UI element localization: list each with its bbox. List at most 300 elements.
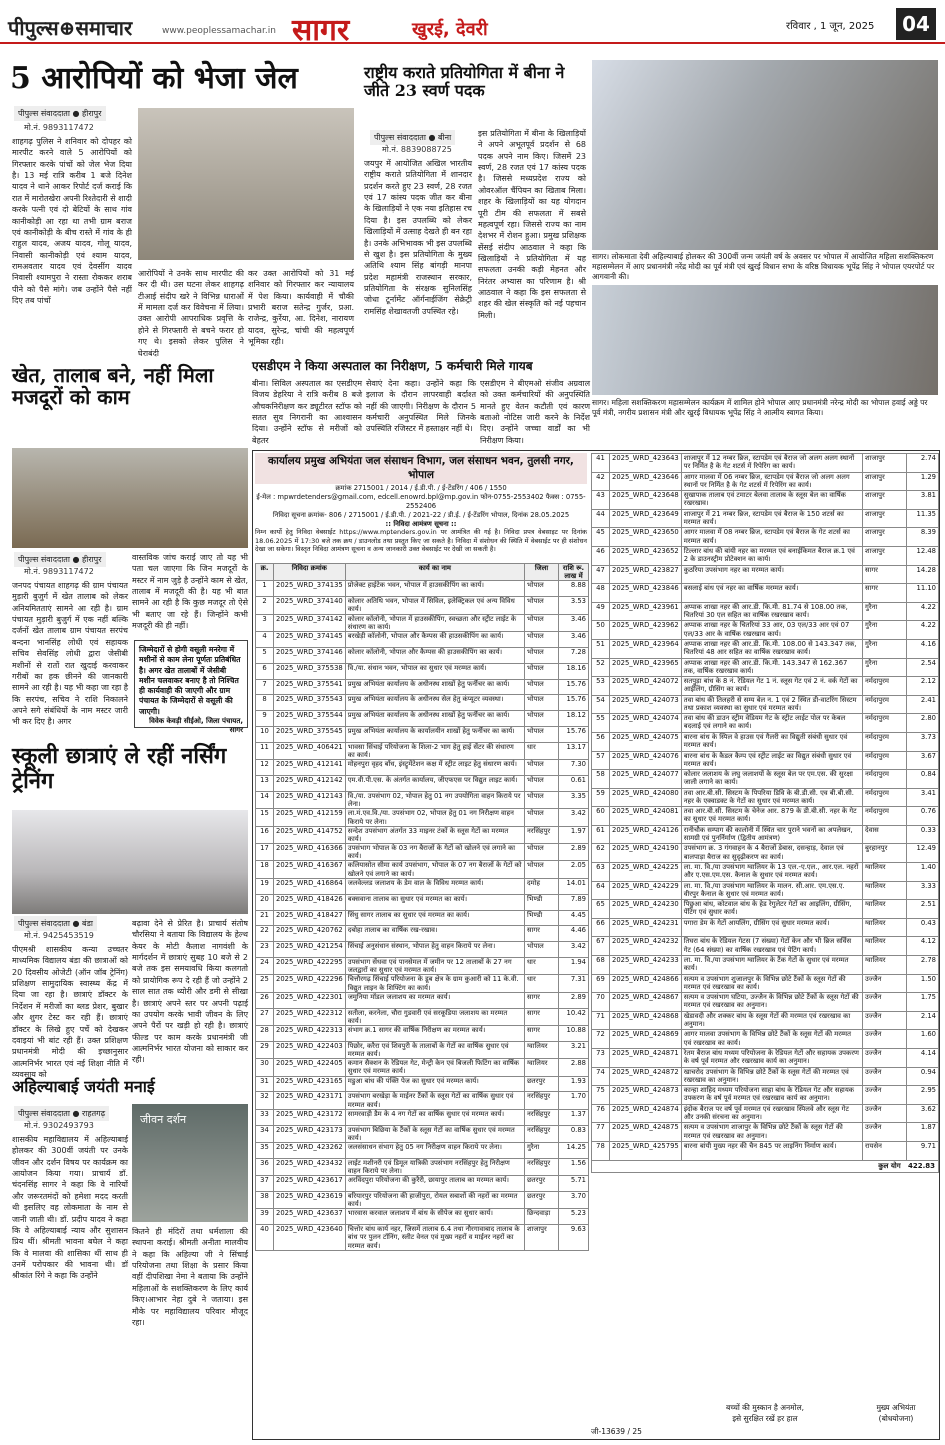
row-tender-no: 2025_WRD_423827 bbox=[610, 565, 682, 584]
row-district: भिण्डी bbox=[525, 894, 559, 910]
tender-row bbox=[592, 1141, 939, 1160]
row-amount: 2.89 bbox=[559, 844, 589, 861]
row-work: कोलार कॉलोनी, भोपाल में हाउसकीपिंग, स्वच्छता और स्ट्रीट लाईट के संधारण का कार्य। bbox=[345, 614, 524, 631]
row-tender-no: 2025_WRD_423165 bbox=[274, 1076, 346, 1092]
row-sno: 25 bbox=[256, 975, 274, 992]
row-work: तिघरा बांध के रेडियल गेटस (7 संख्या) गेटों केन और भी ब्रिज सर्विस गेट (64 संख्या) का वार्षिक रखरखाव एवं पेटिंग कार्य। bbox=[681, 937, 862, 956]
row-district: नरसिंहपुर bbox=[525, 826, 559, 843]
row-tender-no: 2025_WRD_374145 bbox=[274, 631, 346, 647]
row-amount: 2.80 bbox=[907, 714, 939, 733]
signature-title: मुख्य अभियंता bbox=[876, 1403, 916, 1412]
story4-column-2: वास्तविक जांच कराई जाए तो यह भी पता चल जाएगा कि जिन मजदूरों के मस्टर में नाम जुड़े है उन्होंने काम से खेत, तालाब में मजदूरी की है। यह भी बात सामने आ रही है कि कुछ मजदूर तो ऐसे भी बताए जा रहे हैं। जिन्होंने कभी मजदूरी की ही नहीं। bbox=[132, 553, 248, 631]
row-work: आगर मालवा में 06 नम्बर ब्रिज, स्टापडेम एवं बैराज जो अलग अलग स्थानों पर निर्मित है के गेट शटर्स में रिपेरिंग का कार्य। bbox=[681, 472, 862, 491]
tender-row bbox=[592, 602, 939, 621]
story3-headline: एसडीएम ने किया अस्पताल का निरीक्षण, 5 कर्मचारी मिले गायब bbox=[252, 359, 533, 373]
row-tender-no: 2025_WRD_418427 bbox=[274, 910, 346, 926]
row-work: एम.वी.पी.एस. के अंतर्गत कार्यालय, जीएफएस पर विद्युत लाइट कार्य। bbox=[345, 776, 524, 792]
row-amount: 5.23 bbox=[559, 1209, 589, 1225]
tender-row bbox=[592, 974, 939, 993]
row-tender-no: 2025_WRD_423619 bbox=[274, 1192, 346, 1209]
row-sno: 55 bbox=[592, 714, 610, 733]
row-tender-no: 2025_WRD_412142 bbox=[274, 776, 346, 792]
row-tender-no: 2025_WRD_423432 bbox=[274, 1158, 346, 1175]
tender-row bbox=[592, 788, 939, 807]
tender-row bbox=[592, 565, 939, 584]
row-amount: 3.21 bbox=[559, 1041, 589, 1058]
row-work: सिंधु सागर तालाब का सुधार एवं मरम्मत का कार्य। bbox=[345, 910, 524, 926]
row-amount: 1.40 bbox=[907, 863, 939, 882]
row-tender-no: 2025_WRD_422405 bbox=[274, 1059, 346, 1076]
tender-row bbox=[256, 663, 589, 679]
row-district: भोपाल bbox=[525, 942, 559, 958]
row-amount: 3.42 bbox=[559, 809, 589, 826]
row-sno: 71 bbox=[592, 1011, 610, 1030]
row-amount: 4.12 bbox=[907, 937, 939, 956]
row-district: ग्वालियर bbox=[863, 956, 907, 975]
row-sno: 36 bbox=[256, 1158, 274, 1175]
row-work: मोहनपुरा वृहद बाँध, इंस्ट्रूमेंटेशन कक्ष में स्ट्रीट लाइट हेतु संधारण कार्य। bbox=[345, 760, 524, 776]
row-amount: 0.43 bbox=[907, 918, 939, 937]
row-sno: 10 bbox=[256, 727, 274, 743]
row-work: वि./या. उपसंभाग 02, भोपाल हेतु 01 नग उपयोगिता वाहन किराये पर लेना। bbox=[345, 792, 524, 809]
tender-line4: :: निविदा आमंत्रण सूचना :: bbox=[385, 519, 457, 528]
row-tender-no: 2025_WRD_424081 bbox=[610, 807, 682, 826]
row-amount: 3.41 bbox=[907, 788, 939, 807]
row-district: भोपाल bbox=[525, 760, 559, 776]
row-district: गुरैना bbox=[863, 621, 907, 640]
website-link[interactable]: www.peoplessamachar.in bbox=[162, 26, 276, 36]
row-amount: 7.31 bbox=[559, 975, 589, 992]
row-sno: 35 bbox=[256, 1142, 274, 1158]
story4-column-1: जनपद पंचायत शाहगढ़ की ग्राम पंचायत मुड़ारी बुजुर्ग में खेत तालाब को लेकर अनियमितताएं सामने आ रही है। ग्राम पंचायत मुड़ारी बुजुर्ग में एक नहीं बल्कि दर्जनों खेत तालाब ग्राम पंचायत सरपंच बन्दना भानसिंह लोधी एवं सहायक सचिव सेवसिंह लोधी द्वारा जेसीबी मशीनों से रातों रात खुदाई करवाकर गरीबों का हक छीनने की जानकारी सामने आ रही है। यह भी कहा जा रहा है कि सरपंच, सचिव ने राशि निकालने अपने सगे संबंधियों के नाम मस्टर जारी भी कर दिए है। अगर bbox=[12, 581, 128, 727]
row-sno: 32 bbox=[256, 1092, 274, 1109]
row-district: भोपाल bbox=[525, 679, 559, 695]
row-work: उपसंभाग क्र. 3 गंगवाहन के 4 बैराजों डेबास, दसन्हाड़, देवाल एवं बालपाड़ा बैराज का सुदृढ़ीकरण का कार्य। bbox=[681, 844, 862, 863]
tender-row bbox=[592, 1011, 939, 1030]
tender-row bbox=[256, 1059, 589, 1076]
tender-row bbox=[592, 509, 939, 528]
quote-signature: विवेक केवड़ी सीईओ, जिला पंचायत, सागर bbox=[149, 716, 243, 735]
tender-row bbox=[256, 695, 589, 711]
tender-row bbox=[256, 958, 589, 975]
row-sno: 21 bbox=[256, 910, 274, 926]
row-tender-no: 2025_WRD_423965 bbox=[610, 658, 682, 677]
row-district: उज्जैन bbox=[863, 993, 907, 1012]
pm-welcome-photo-1 bbox=[592, 60, 938, 250]
row-tender-no: 2025_WRD_424872 bbox=[610, 1067, 682, 1086]
row-sno: 54 bbox=[592, 695, 610, 714]
row-district: नरसिंहपुर bbox=[525, 1125, 559, 1142]
story6-byline: पीपुल्स संवाददाता ● राहतगढ़ bbox=[14, 1106, 109, 1121]
row-district: भोपाल bbox=[525, 861, 559, 878]
tender-row bbox=[256, 1092, 589, 1109]
row-tender-no: 2025_WRD_423650 bbox=[610, 528, 682, 547]
tender-row bbox=[256, 942, 589, 958]
row-sno: 20 bbox=[256, 894, 274, 910]
tender-row bbox=[256, 711, 589, 727]
quote-text: जिम्मेदारों से होगी वसूली मनरेगा में मशीनों से काम लेना पूर्णतः प्रतिबंधित है। अगर खेत तालाबों में जेसीबी मशीन चलवाकर बनाए है तो निश्चित ही कार्यवाही की जाएगी और ग्राम पंचायत के जिम्मेदारों से वसूली की जाएगी। bbox=[139, 645, 241, 716]
row-work: अरविंदपुरा परियोजना की कुरैरी, छायापुर तालाब का मरम्मत कार्य। bbox=[345, 1176, 524, 1192]
row-amount: 18.12 bbox=[559, 711, 589, 727]
row-sno: 59 bbox=[592, 788, 610, 807]
row-district: शाजापुर bbox=[863, 546, 907, 565]
official-quote-box bbox=[134, 640, 248, 735]
tender-row bbox=[256, 1026, 589, 1042]
row-sno: 4 bbox=[256, 631, 274, 647]
tender-row bbox=[256, 743, 589, 760]
row-district: उज्जैन bbox=[863, 974, 907, 993]
photo-caption-1: सागर। लोकमाता देवी अहिल्याबाई होलकर की 300वीं जन्म जयंती वर्ष के अवसर पर भोपाल में आयोजित महिला सशक्तिकरण महासम्मेलन में आए प्रधानमंत्री नरेंद्र मोदी का पूर्व मंत्री एवं खुरई विधान सभा के वरिष्ठ विधायक भूपेंद्र सिंह ने भोपाल एयरपोर्ट पर आगवानी की। bbox=[592, 252, 935, 281]
masthead bbox=[0, 0, 945, 48]
row-amount: 12.49 bbox=[907, 844, 939, 863]
story4-mobile: मो.नं. 9893117472 bbox=[24, 567, 94, 576]
col-header-work: कार्य का नाम bbox=[345, 564, 524, 581]
row-work: कोलार अतिथि भवन, भोपाल में सिविल, इलेक्ट्रिकल एवं अन्य विविध कार्य। bbox=[345, 597, 524, 614]
tender-row bbox=[256, 992, 589, 1008]
row-sno: 8 bbox=[256, 695, 274, 711]
tender-row bbox=[256, 597, 589, 614]
row-sno: 50 bbox=[592, 621, 610, 640]
row-tender-no: 2025_WRD_423171 bbox=[274, 1092, 346, 1109]
tender-row bbox=[256, 1192, 589, 1209]
row-work: कलियासोत सीमा कार्य उपसंभाग, भोपाल के 07 नग बैराजों के गेटों को खोलने एवं लगाने का कार्य। bbox=[345, 861, 524, 878]
row-tender-no: 2025_WRD_423646 bbox=[610, 472, 682, 491]
row-sno: 3 bbox=[256, 614, 274, 631]
row-tender-no: 2025_WRD_412159 bbox=[274, 809, 346, 826]
row-tender-no: 2025_WRD_374146 bbox=[274, 647, 346, 663]
row-sno: 40 bbox=[256, 1225, 274, 1250]
slogan-line2: इसे सुरक्षित रखें हर हाल bbox=[732, 1413, 798, 1423]
row-amount: 3.53 bbox=[559, 597, 589, 614]
row-amount: 3.73 bbox=[907, 732, 939, 751]
story5-column-1: पीएमश्री शासकीय कन्या उच्चतर माध्यमिक विद्यालय बंडा की छात्राओं को 20 दिवसीय ओजेटी (ऑन जॉब ट्रेनिंग) प्रशिक्षण सामुदायिक स्वास्थ्य केंद्र में दिया जा रहा है। छात्राएं डॉक्टर के निर्देशन में मरीजों का ब्लड प्रेशर, बुखार और शुगर टेस्ट कर रही हैं। छात्राएं डॉक्टर के लिखे हुए पर्चे को देखकर दवाइयां भी बांट रही हैं। उक्त प्रशिक्षण प्रधानमंत्री मोदी की इच्छानुसार आत्मनिर्भर भारत एवं नई शिक्षा नीति में व्यवसाय को bbox=[12, 945, 128, 1079]
row-tender-no: 2025_WRD_422403 bbox=[274, 1041, 346, 1058]
tender-row bbox=[592, 677, 939, 696]
row-work: तवा आर.बी.सी. सिस्टम के पिपरिया डिवि के बी.डी.सी. एव बी.बी.सी. नहर के एक्वाडक्ट के गेटों का सुधार एवं मरम्मत कार्य। bbox=[681, 788, 862, 807]
photo-caption-2: सागर। महिला सशक्तिकरण महासम्मेलन कार्यक्रम में शामिल होने भोपाल आए प्रधानमंत्री नरेन्द्र मोदी का भोपाल हवाई अड्डे पर पूर्व मंत्री, नगरीय प्रशासन मंत्री और खुरई विधायक भूपेंद्र सिंह ने आत्मीय स्वागत किया। bbox=[592, 398, 928, 417]
row-district: उज्जैन bbox=[863, 1104, 907, 1123]
row-tender-no: 2025_WRD_375541 bbox=[274, 679, 346, 695]
row-district: शाजापुर bbox=[525, 1225, 559, 1250]
row-work: सतपुड़ा बांध के 8 नं. रेडियल गेट 1 नं. स्लूस गेट एवं 2 नं. वर्क गेटों का आईलिंग, ग्रीसिंग का कार्य। bbox=[681, 677, 862, 696]
row-work: रानीचौक सम्पाग की कालोनी में स्थित चार पुराने भवनों का अपलेखन, सामग्री एवं पुनर्निर्माण (द्वितीय आमंत्रण) bbox=[681, 825, 862, 844]
row-tender-no: 2025_WRD_424873 bbox=[610, 1086, 682, 1105]
row-work: सुखापाक तालाब एवं टमाटर बेलवा तालाब के स्लूस बेल का वार्षिक रखरखाव। bbox=[681, 491, 862, 510]
row-sno: 30 bbox=[256, 1059, 274, 1076]
story6-headline: अहिल्याबाई जयंती मनाई bbox=[12, 1077, 155, 1096]
row-sno: 16 bbox=[256, 826, 274, 843]
row-work: कमान सैक्शन के रेडियल गेट, मेन्ट्री केन एवं बिजली फिटिंग का वार्षिक सुधार एवं मरम्मत कार्य। bbox=[345, 1059, 524, 1076]
row-work: उपसंभाग सेंधवा एवं पानसेमल में जमीन पर 12 तालाबों के 27 नग जलद्वारों का सुधार एवं मरम्मत कार्य। bbox=[345, 958, 524, 975]
row-tender-no: 2025_WRD_424126 bbox=[610, 825, 682, 844]
row-district: भोपाल bbox=[525, 631, 559, 647]
row-tender-no: 2025_WRD_425795 bbox=[610, 1141, 682, 1160]
row-sno: 45 bbox=[592, 528, 610, 547]
row-sno: 47 bbox=[592, 565, 610, 584]
row-sno: 17 bbox=[256, 844, 274, 861]
row-sno: 14 bbox=[256, 792, 274, 809]
tender-row bbox=[256, 1158, 589, 1175]
tender-row bbox=[256, 926, 589, 942]
row-tender-no: 2025_WRD_423961 bbox=[610, 602, 682, 621]
row-amount: 10.88 bbox=[559, 1026, 589, 1042]
row-work: शाजापुर में 21 नम्बर ब्रिज, स्टापडेम एवं बैराज के 150 शटर्स का मरम्मत कार्य। bbox=[681, 509, 862, 528]
row-district: सागर bbox=[525, 1026, 559, 1042]
issue-date: रविवार , 1 जून, 2025 bbox=[786, 21, 875, 32]
row-work: बरखेड़ी कॉलोनी, भोपाल और कैम्पस की हाउसकीपिंग का कार्य। bbox=[345, 631, 524, 647]
row-district: नरसिंहपुर bbox=[525, 1092, 559, 1109]
tender-title: कार्यालय प्रमुख अभियंता जल संसाधन विभाग, जल संसाधन भवन, तुलसी नगर, भोपाल bbox=[255, 453, 587, 484]
row-amount: 9.63 bbox=[559, 1225, 589, 1250]
row-work: खाचरोद उपसंभाग के विभिन्न छोटे टैंकों के स्लूस गेटों की मरम्मत एवं रखरखाव का अनुमान। bbox=[681, 1067, 862, 1086]
row-work: जमुनिया मॉडल जलाशय का मरम्मत कार्य। bbox=[345, 992, 524, 1008]
row-work: बक्सवाना तालाब का सुधार एवं मरम्मत का कार्य। bbox=[345, 894, 524, 910]
row-work: ला. मा. वि./या उपसंभाग ग्वालियर के 13 एल.-ए.एल., आर.एल. नहरों और ए.एस.एम.एस. कैनाल के सुधार एवं मरम्मत कार्य। bbox=[681, 863, 862, 882]
row-amount: 8.88 bbox=[559, 581, 589, 597]
tender-row bbox=[592, 844, 939, 863]
row-sno: 73 bbox=[592, 1049, 610, 1068]
row-sno: 26 bbox=[256, 992, 274, 1008]
row-work: पिछोर, करैरा एवं शिवपुरी के तालाबों के गेटों का वार्षिक सुधार एवं मरम्मत कार्य। bbox=[345, 1041, 524, 1058]
row-amount: 18.16 bbox=[559, 663, 589, 679]
row-tender-no: 2025_WRD_424225 bbox=[610, 863, 682, 882]
tender-line2: ई-मेल : mpwrdetenders@gmail.com, edcell.enowrd.bpl@mp.gov.in फोन-0755-2553402 फैक्स : 0755-2552406 bbox=[256, 493, 586, 510]
row-work: वि./या. संधान भवन, भोपाल का सुधार एवं मरम्मत कार्य। bbox=[345, 663, 524, 679]
row-work: बरियारपुर परियोजना की हाजीपुरा, रोयल सबाशों की नहरों का मरम्मत कार्य। bbox=[345, 1192, 524, 1209]
row-district: भोपाल bbox=[525, 809, 559, 826]
story2-column-2: इस प्रतियोगिता में बीना के खिलाड़ियों ने अपने अभूतपूर्व प्रदर्शन से 68 पदक अपने नाम किए। जिसमें 23 स्वर्ण, 28 रजत एवं 17 कांस्य पदक है। जिससे मध्यप्रदेश राज्य को ओवरऑल चैंपियन का खिताब मिला। शहर के खिलाड़ियों का यह योगदान पूरी टीम की सफलता में सबसे महत्वपूर्ण रहा। जिससे राज्य का नाम देशभर में रोशन हुआ। प्रमुख प्रशिक्षक सेंसई संदीप आठवाल ने कहा कि खिलाड़ियों ने प्रतियोगिता में यह सफलता उनकी कड़ी मेहनत और निरंतर अभ्यास का परिणाम है। श्री आठवाल ने कहा कि इस सफलता से शहर की खेल संस्कृति को नई पहचान मिली। bbox=[478, 129, 586, 320]
row-sno: 66 bbox=[592, 918, 610, 937]
row-sno: 70 bbox=[592, 993, 610, 1012]
row-district: भोपाल bbox=[525, 663, 559, 679]
row-amount: 14.28 bbox=[907, 565, 939, 584]
tender-row bbox=[256, 1209, 589, 1225]
tender-row bbox=[592, 937, 939, 956]
newspaper-logo: पीपुल्स⊕समाचार bbox=[8, 16, 133, 40]
row-amount: 3.33 bbox=[907, 881, 939, 900]
row-amount: 3.70 bbox=[559, 1192, 589, 1209]
row-district: शाजापुर bbox=[863, 472, 907, 491]
row-tender-no: 2025_WRD_423637 bbox=[274, 1209, 346, 1225]
tender-row bbox=[592, 639, 939, 658]
row-tender-no: 2025_WRD_424231 bbox=[610, 918, 682, 937]
row-amount: 7.28 bbox=[559, 647, 589, 663]
row-sno: 48 bbox=[592, 584, 610, 603]
story3-column-3: एसडीएम ने बीएमओ संजीव अग्रवाल को उक्त कर्मचारियों की अनुपस्थिति मानते हुए वेतन कटौती एवं कारण बताओ नोटिस जारी करने के निर्देश दिए। उन्होंने जच्चा वार्डों का भी निरीक्षण किया। bbox=[480, 379, 590, 445]
tender-row bbox=[256, 776, 589, 792]
pm-welcome-photo-2 bbox=[592, 285, 938, 395]
row-tender-no: 2025_WRD_423964 bbox=[610, 639, 682, 658]
row-tender-no: 2025_WRD_375543 bbox=[274, 695, 346, 711]
row-sno: 61 bbox=[592, 825, 610, 844]
tender-row bbox=[256, 581, 589, 597]
row-tender-no: 2025_WRD_412143 bbox=[274, 792, 346, 809]
row-amount: 2.14 bbox=[907, 1011, 939, 1030]
row-amount: 3.35 bbox=[559, 792, 589, 809]
tender-row bbox=[592, 695, 939, 714]
row-sno: 62 bbox=[592, 844, 610, 863]
row-amount: 1.60 bbox=[907, 1030, 939, 1049]
story2-byline: पीपुल्स संवाददाता ● बीना bbox=[370, 130, 455, 145]
row-sno: 43 bbox=[592, 491, 610, 510]
row-amount: 0.83 bbox=[559, 1125, 589, 1142]
row-tender-no: 2025_WRD_416367 bbox=[274, 861, 346, 878]
row-district: शाजापुर bbox=[863, 509, 907, 528]
tender-row bbox=[592, 454, 939, 473]
row-tender-no: 2025_WRD_423652 bbox=[610, 546, 682, 565]
city-subtitle: खुरई, देवरी bbox=[412, 19, 488, 40]
row-work: उपसंभाग बिछिया के टैंकों के स्लूस गेटों का वार्षिक सुधार एवं मरम्मत कार्य। bbox=[345, 1125, 524, 1142]
row-tender-no: 2025_WRD_423172 bbox=[274, 1109, 346, 1125]
row-work: उपसंभाग बरखेड़ा के माईनर टैंकों के स्लूस गेटों का वार्षिक सुधार एवं मरम्मत कार्य। bbox=[345, 1092, 524, 1109]
row-tender-no: 2025_WRD_416366 bbox=[274, 844, 346, 861]
row-work: कान्हा शाहिद मध्यम परियोजना साहा बांध के रेडियल गेट और सहायक उपकरण के वर्ष पूर्व मरम्मत एवं रखरखाव कार्य का अनुमान। bbox=[681, 1086, 862, 1105]
row-work: सत्यम व उपसंभाग घटिया, उज्जैन के विभिन्न छोटे टैंकों के स्लूस गेटों की मरम्मत एवं रखरखाव का अनुमान। bbox=[681, 993, 862, 1012]
total-label: कुल योग bbox=[878, 1161, 901, 1170]
row-tender-no: 2025_WRD_375545 bbox=[274, 727, 346, 743]
row-sno: 75 bbox=[592, 1086, 610, 1105]
row-district: भोपाल bbox=[525, 711, 559, 727]
row-sno: 64 bbox=[592, 881, 610, 900]
story3-column-1: बीना। सिविल अस्पताल का एसडीएम विजय डेहरिया ने रात्रि करीब 8 बजे औचकनिरीक्षण कर ड्यूटीरत स्टॉफ को सतत सुव निगरानी का आश्वासन दिया। उन्होंने स्टॉफ से मरीजों को बेहतर bbox=[252, 379, 362, 445]
row-sno: 29 bbox=[256, 1041, 274, 1058]
row-sno: 23 bbox=[256, 942, 274, 958]
row-sno: 12 bbox=[256, 760, 274, 776]
row-amount: 0.76 bbox=[907, 807, 939, 826]
row-district: देवास bbox=[863, 825, 907, 844]
row-amount: 4.14 bbox=[907, 1049, 939, 1068]
tender-row bbox=[256, 826, 589, 843]
row-amount: 5.71 bbox=[559, 1176, 589, 1192]
tender-row bbox=[256, 727, 589, 743]
tender-row bbox=[592, 658, 939, 677]
tender-table-right bbox=[591, 453, 939, 1161]
tender-row bbox=[592, 1030, 939, 1049]
row-sno: 56 bbox=[592, 732, 610, 751]
blackboard-text: जीवन दर्शन bbox=[140, 1113, 187, 1126]
row-sno: 13 bbox=[256, 776, 274, 792]
row-work: भावसा सिंचाई परियोजना के शिला-2 भाग हेतु हाई सेंटर की संधारण का कार्य। bbox=[345, 743, 524, 760]
row-work: खेडावदी और शक्कर बांध के स्लूस गेटों की मरम्मत एवं रखरखाव का अनुमान। bbox=[681, 1011, 862, 1030]
row-work: रेतम बैराज बांध मध्यम परियोजना के रेडियल गेटों और सहायक उपकरण के वर्ष पूर्व मरम्मत और रखरखाव कार्य का अनुमान। bbox=[681, 1049, 862, 1068]
tender-row bbox=[256, 614, 589, 631]
tender-row bbox=[256, 1225, 589, 1250]
row-tender-no: 2025_WRD_424076 bbox=[610, 751, 682, 770]
row-work: कोलार जलाशय के लघु जलाशयों के स्लूस बेल पर एम.एस. की सुरक्षा जाली लगाने का कार्य। bbox=[681, 770, 862, 789]
row-district: नर्मदापुरम bbox=[863, 714, 907, 733]
row-amount: 2.88 bbox=[559, 1059, 589, 1076]
tender-row bbox=[256, 631, 589, 647]
row-district: शाजापुर bbox=[863, 454, 907, 473]
row-work: प्रमुख अभियंता कार्यालय के अधीनस्थ शाखों हेतु फर्नीचर का कार्य। bbox=[345, 679, 524, 695]
tender-row bbox=[592, 918, 939, 937]
row-amount: 8.39 bbox=[907, 528, 939, 547]
tender-row bbox=[256, 1109, 589, 1125]
row-district: भोपाल bbox=[525, 776, 559, 792]
tender-paragraph: निम्न कार्यो हेतु निविदा वेबसाईट https://www.mptenders.gov.in पर आमंत्रित की गई है। निविदा प्रपत्र वेबसाइट पर दिनांक 18.06.2025 में 17:30 बजे तक क्रय / डाउनलोड तथा प्रस्तुत किए जा सकते है। निविदा में संशोधन की स्थिति में वेबसाईट पर ही संशोधन देखा जा सकेगा। विस्तृत निविदा आमंत्रण सूचना व अन्य जानकारी उक्त वेबसाईट पर देखी जा सकती है। bbox=[255, 528, 587, 554]
row-district: भोपाल bbox=[525, 792, 559, 809]
row-tender-no: 2025_WRD_424869 bbox=[610, 1030, 682, 1049]
row-sno: 69 bbox=[592, 974, 610, 993]
row-amount: 2.41 bbox=[907, 695, 939, 714]
row-sno: 31 bbox=[256, 1076, 274, 1092]
row-amount: 3.81 bbox=[907, 491, 939, 510]
row-amount: 1.56 bbox=[559, 1158, 589, 1175]
row-amount: 1.29 bbox=[907, 472, 939, 491]
row-district: धार bbox=[525, 743, 559, 760]
row-work: जलसंसाधन संभाग हेतु 05 नग निरीक्षण वाहन किराये पर लेना। bbox=[345, 1142, 524, 1158]
row-tender-no: 2025_WRD_374142 bbox=[274, 614, 346, 631]
story5-column-2: बढ़ावा देने से प्रेरित है। प्राचार्य संतोष चौरसिया ने बताया कि विद्यालय के हेल्थ केयर के मोटी कैलाश नागवंशी के मार्गदर्शन में छात्राएं सुबह 10 बजे से 2 बजे तक इस समयावधि किया कलगतो को प्रायोगिक रूप दे रही हैं जो उन्होंने 2 साल सात तक थ्योरी और डमी से सीखा है। छात्राएं अपने स्तर पर अपनी पढ़ाई का उपयोग करके भावी जीवन के लिए अपने पैरों पर खड़ी हो रही है। छात्राएं फील्ड पर काम करके प्रधानमंत्री जी आत्मनिर्भर भारत योजना को साकार कर रही। bbox=[132, 919, 248, 1065]
story4-byline: पीपुल्स संवाददाता ● हीरापुर bbox=[14, 552, 106, 567]
row-amount: 2.78 bbox=[907, 956, 939, 975]
row-work: प्रमुख अभियंता कार्यालय के कार्यालयीन शाखों हेतु फर्नीचर का कार्य। bbox=[345, 727, 524, 743]
tender-row bbox=[256, 1142, 589, 1158]
row-work: लाईट मशीनरी एवं डिमूल यात्रिकी उपसंभाग नरसिंहपुर हेतु निरीक्षण वाहन किराये पर लेना। bbox=[345, 1158, 524, 1175]
row-amount: 7.89 bbox=[559, 894, 589, 910]
row-tender-no: 2025_WRD_416864 bbox=[274, 878, 346, 894]
row-amount: 3.46 bbox=[559, 631, 589, 647]
row-amount: 0.94 bbox=[907, 1067, 939, 1086]
row-amount: 12.48 bbox=[907, 546, 939, 565]
row-sno: 65 bbox=[592, 900, 610, 919]
row-tender-no: 2025_WRD_375538 bbox=[274, 663, 346, 679]
row-district: गुरैना bbox=[863, 602, 907, 621]
story1-headline: 5 आरोपियों को भेजा जेल bbox=[10, 61, 298, 96]
col-header-district: जिला bbox=[525, 564, 559, 581]
row-sno: 7 bbox=[256, 679, 274, 695]
row-work: पगारा डेम के गेटों आयलिंग, ग्रीसिंग एवं सुधार मरम्मत कार्य। bbox=[681, 918, 862, 937]
tender-row bbox=[592, 584, 939, 603]
row-amount: 3.42 bbox=[559, 942, 589, 958]
tender-table-left bbox=[255, 563, 589, 1251]
row-amount: 11.10 bbox=[907, 584, 939, 603]
row-sno: 27 bbox=[256, 1008, 274, 1025]
row-amount: 2.12 bbox=[907, 677, 939, 696]
story1-column-1: शाहगढ़ पुलिस ने शनिवार को दोपहर को मारपीट करने वाले 5 आरोपियों को गिरफ्तार करके पांचों को जेल भेज दिया है। 13 मई रात्रि करीब 1 बजे दिनेश यादव ने थाने आकर रिपोर्ट दर्ज कराई कि रात में मारोतखेरा अपनी रिश्तेदारी से शादी करके पत्नी एवं दो बेटियों के साथ गांव कानीकोड़ी आ रहा था तभी ग्राम बराज एवं कानीकोड़ी के बीच रास्ते में गांव के ही राहुल यादव, अजय यादव, गोलू यादव, निवासी कानीकोड़ी एवं श्याम यादव, रामअवतार यादव एवं देवसींग यादव निवासी श्यामपुरा ने रास्ता रोककर शराब पीने को पैसे मांगे। जब उन्होंने पैसे नहीं दिए तब पांचों bbox=[12, 137, 132, 306]
row-amount: 2.89 bbox=[559, 992, 589, 1008]
tender-row bbox=[592, 1123, 939, 1142]
row-tender-no: 2025_WRD_424868 bbox=[610, 1011, 682, 1030]
tender-row bbox=[592, 714, 939, 733]
tender-row bbox=[256, 1041, 589, 1058]
row-tender-no: 2025_WRD_423648 bbox=[610, 491, 682, 510]
row-sno: 58 bbox=[592, 770, 610, 789]
row-amount: 2.54 bbox=[907, 658, 939, 677]
row-sno: 9 bbox=[256, 711, 274, 727]
row-district: धार bbox=[525, 958, 559, 975]
row-work: तवा आर.बी.सी. सिस्टम के चेनेज आर. 879 के डी.बी.सी. नहर के गेट का सुधार एवं मरम्मत कार्य। bbox=[681, 807, 862, 826]
tender-row bbox=[592, 491, 939, 510]
row-tender-no: 2025_WRD_422296 bbox=[274, 975, 346, 992]
row-amount: 3.67 bbox=[907, 751, 939, 770]
tender-row bbox=[256, 975, 589, 992]
row-work: सन्देश उपसंभाग अंतर्गत 33 माइनर टंकों के स्लूस गेटों का मरम्मत कार्य। bbox=[345, 826, 524, 843]
row-tender-no: 2025_WRD_424075 bbox=[610, 732, 682, 751]
signature-sub: (बोधयोजना) bbox=[878, 1413, 914, 1423]
row-sno: 76 bbox=[592, 1104, 610, 1123]
row-work: दबोहा तालाब का वार्षिक रख-रखाव। bbox=[345, 926, 524, 942]
row-sno: 42 bbox=[592, 472, 610, 491]
story6-column-2: कितने ही मंदिरों तथा धर्मशाला की स्थापना कराई। श्रीमती अनीता मालवीय ने कहा कि अहिल्या जी ने सिंचाई परियोजना तथा शिक्षा के प्रसार किया वहीं दीपशिखा नेमा ने बताया कि उन्होंने महिलाओं के सशक्तिकरण के लिए कार्य किए।आभार नेहा दुबे ने जताया। इस मौके पर महाविद्यालय परिवार मौजूद रहा। bbox=[132, 1227, 248, 1327]
row-tender-no: 2025_WRD_423962 bbox=[610, 621, 682, 640]
row-district: रायसेन bbox=[863, 1141, 907, 1160]
tender-row bbox=[592, 1067, 939, 1086]
row-work: ला. मा. वि./या उपसंभाग ग्वालियर के मालन. सी.आर. एम.एस.ए. वीरपुर कैनाल के सुधार एवं मरम्मत कार्य। bbox=[681, 881, 862, 900]
row-amount: 1.70 bbox=[559, 1092, 589, 1109]
row-tender-no: 2025_WRD_412141 bbox=[274, 760, 346, 776]
col-header-sno: क्र. bbox=[256, 564, 274, 581]
